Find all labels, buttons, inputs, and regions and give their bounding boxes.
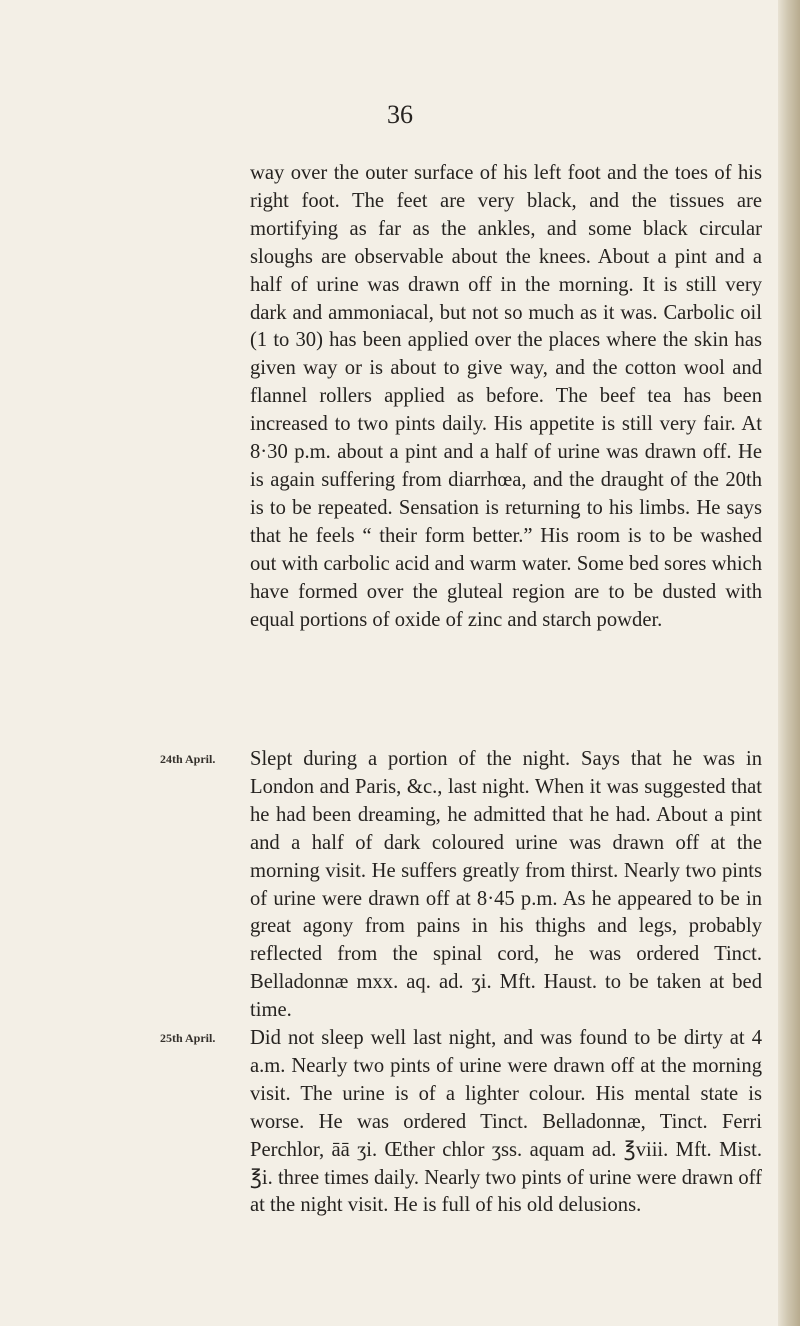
journal-entry-continued <box>0 160 800 634</box>
entry-text: way over the outer surface of his left foot and the toes of his right foot. The feet are very black, and the tissues are mortifying as far as the ankles, and some black circular sloughs are observable about the knees. About a pint and a half of urine was drawn off in the morning. It is still very dark and ammoniacal, but not so much as it was. Carbolic oil (1 to 30) has been applied over the places where the skin has given way or is about to give way, and the cotton wool and flannel rollers applied as before. The beef tea has been increased to two pints daily. His appetite is still very fair. At 8·30 p.m. about a pint and a half of urine was drawn off. He is again suffering from diarrhœa, and the draught of the 20th is to be repeated. Sensation is returning to his limbs. He says that he feels “ their form better.” His room is to be washed out with carbolic acid and warm water. Some bed sores which have formed over the gluteal region are to be dusted with equal portions of oxide of zinc and starch powder. <box>250 162 762 631</box>
journal-entry-24th-april <box>0 746 800 1025</box>
margin-date: 24th April. <box>160 752 216 766</box>
margin-date: 25th April. <box>160 1031 216 1045</box>
entry-text: Slept during a portion of the night. Says that he was in London and Paris, &c., last night. When it was suggested that he had been dreaming, he admitted that he had. About a pint and a half of dark coloured urine was drawn off at the morning visit. He suffers greatly from thirst. Nearly two pints of urine were drawn off at 8·45 p.m. As he appeared to be in great agony from pains in his thighs and legs, probably reflected from the spinal cord, he was ordered Tinct. Belladonnæ mxx. aq. ad. ʒi. Mft. Haust. to be taken at bed time. <box>250 748 762 1022</box>
entry-text: Did not sleep well last night, and was found to be dirty at 4 a.m. Nearly two pints of urine were drawn off at the morning visit. The urine is of a lighter colour. His mental state is worse. He was ordered Tinct. Belladonnæ, Tinct. Ferri Perchlor, āā ʒi. Œther chlor ʒss. aquam ad. ℥viii. Mft. Mist. ℥i. three times daily. Nearly two pints of urine were drawn off at the night visit. He is full of his old delusions. <box>250 1027 762 1217</box>
page-number: 36 <box>387 100 413 129</box>
journal-entry-25th-april <box>0 1025 800 1220</box>
